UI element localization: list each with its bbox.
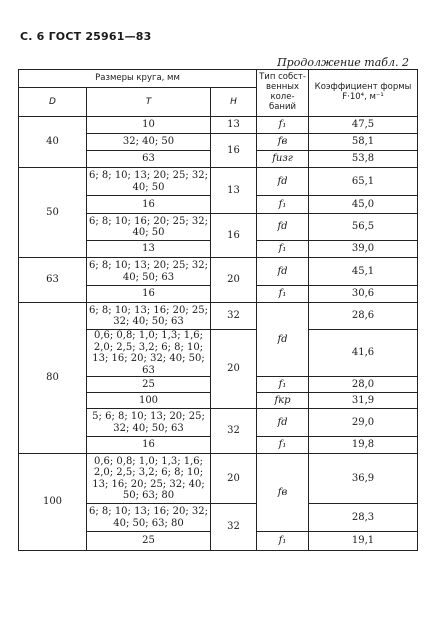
type-cell: fв [257,134,309,151]
coef-cell: 36,9 [309,454,418,504]
coef-cell: 29,0 [309,409,418,437]
h-cell: 20 [211,258,257,303]
t-cell: 6; 8; 10; 13; 16; 20; 32; 40; 50; 63; 80 [87,504,211,532]
h-cell: 20 [211,454,257,504]
t-cell: 32; 40; 50 [87,134,211,151]
type-header: Тип собст-венных коле-баний [257,70,309,117]
table-row [19,303,418,330]
t-cell: 25 [87,532,211,551]
t-cell: 13 [87,241,211,258]
coef-cell: 56,5 [309,214,418,241]
coef-cell: 41,6 [309,330,418,377]
d-cell: 63 [19,258,87,303]
type-cell: f₁ [257,196,309,214]
type-cell: fизг [257,151,309,168]
header-row [19,70,418,88]
d-cell: 50 [19,168,87,258]
d-cell: 40 [19,117,87,168]
type-cell: fd [257,258,309,286]
t-cell: 6; 8; 10; 13; 20; 25; 32; 40; 50; 63 [87,258,211,286]
t-cell: 6; 8; 10; 16; 20; 25; 32; 40; 50 [87,214,211,241]
table-continuation-caption: Продолжение табл. 2 [277,56,409,69]
table-row [19,454,418,504]
d-header: D [19,88,87,117]
coef-cell: 30,6 [309,286,418,303]
h-cell: 20 [211,330,257,409]
type-cell: fd [257,303,309,377]
shape-coefficient-table [18,69,418,551]
t-cell: 16 [87,196,211,214]
t-cell: 63 [87,151,211,168]
table-row [19,168,418,196]
type-cell: fd [257,214,309,241]
d-cell: 100 [19,454,87,551]
type-cell: f₁ [257,377,309,393]
t-cell: 10 [87,117,211,134]
coef-cell: 28,6 [309,303,418,330]
type-cell: fd [257,409,309,437]
dims-header: Размеры круга, мм [19,70,257,88]
t-cell: 5; 6; 8; 10; 13; 20; 25; 32; 40; 50; 63 [87,409,211,437]
h-cell: 13 [211,168,257,214]
coef-cell: 45,1 [309,258,418,286]
t-cell: 16 [87,286,211,303]
table-row [19,117,418,134]
t-cell: 25 [87,377,211,393]
h-header: H [211,88,257,117]
coef-header: Коэффициент формы F·10⁴, м⁻¹ [309,70,418,117]
coef-cell: 19,8 [309,437,418,454]
t-cell: 100 [87,393,211,409]
t-header: T [87,88,211,117]
t-cell: 6; 8; 10; 13; 16; 20; 25; 32; 40; 50; 63 [87,303,211,330]
table-row [19,258,418,286]
type-cell: f₁ [257,117,309,134]
h-cell: 32 [211,303,257,330]
h-cell: 16 [211,214,257,258]
t-cell: 6; 8; 10; 13; 20; 25; 32; 40; 50 [87,168,211,196]
coef-cell: 28,3 [309,504,418,532]
type-cell: fв [257,454,309,532]
type-cell: f₁ [257,437,309,454]
h-cell: 13 [211,117,257,134]
coef-cell: 47,5 [309,117,418,134]
type-cell: fd [257,168,309,196]
type-cell: f₁ [257,241,309,258]
h-cell: 32 [211,504,257,551]
coef-cell: 45,0 [309,196,418,214]
t-cell: 0,6; 0,8; 1,0; 1,3; 1,6; 2,0; 2,5; 3,2; 6; 8; 10; 13; 16; 20; 32; 40; 50; 63 [87,330,211,377]
t-cell: 16 [87,437,211,454]
type-cell: f₁ [257,532,309,551]
coef-cell: 31,9 [309,393,418,409]
coef-cell: 39,0 [309,241,418,258]
coef-cell: 58,1 [309,134,418,151]
h-cell: 16 [211,134,257,168]
d-cell: 80 [19,303,87,454]
type-cell: fкр [257,393,309,409]
coef-cell: 28,0 [309,377,418,393]
t-cell: 0,6; 0,8; 1,0; 1,3; 1,6; 2,0; 2,5; 3,2; 6; 8; 10; 13; 16; 20; 25; 32; 40; 50; 63; 80 [87,454,211,504]
type-cell: f₁ [257,286,309,303]
coef-cell: 53,8 [309,151,418,168]
h-cell: 32 [211,409,257,454]
coef-cell: 65,1 [309,168,418,196]
page-label: С. 6 ГОСТ 25961—83 [20,30,152,43]
coef-cell: 19,1 [309,532,418,551]
